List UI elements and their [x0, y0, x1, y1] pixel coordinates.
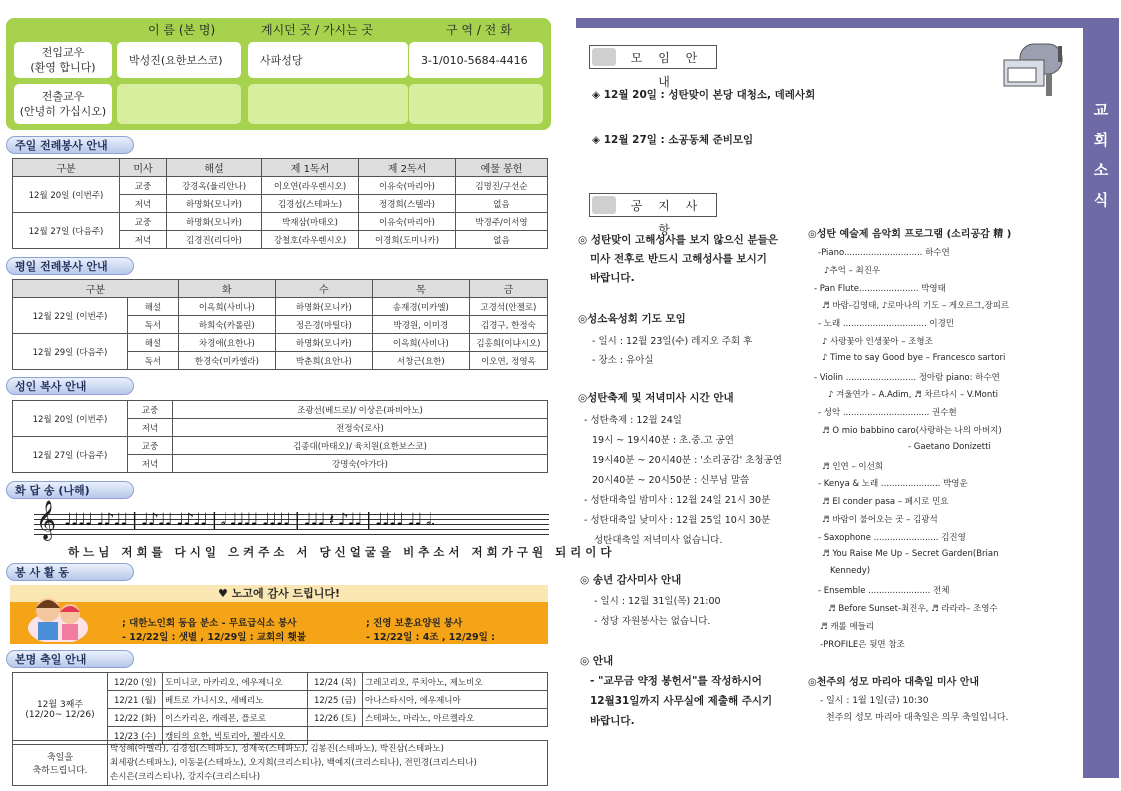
sunday-date: 12월 20일 (이번주): [13, 177, 120, 213]
newyear-title: ◎천주의 성모 마리아 대축일 미사 안내: [808, 677, 980, 688]
vertical-title: 교 회 소 식: [1093, 101, 1109, 209]
cell: 조광선(베드로)/ 이상은(파비아노): [173, 401, 548, 419]
concert-line: -PROFILE은 뒷면 참조: [820, 639, 905, 650]
cell: 이옥희(사비나): [372, 334, 469, 352]
concert-line: ♬ Before Sunset-최진우, ♬ 라라라– 조영수: [828, 604, 998, 614]
role: 해설: [128, 334, 179, 352]
concert-title: ◎성탄 예술제 음악회 프로그램 (소리공감 精 ): [808, 229, 1012, 240]
congrats-table: [12, 740, 548, 786]
meeting-item: ◈ 12월 20일 : 성탄맞이 본당 대청소, 데레사회: [592, 89, 816, 101]
concert-line: ♪추억 – 최진우: [824, 265, 881, 276]
thanksgiving-line: - 성당 자원봉사는 없습니다.: [594, 616, 711, 627]
cell: 없음: [456, 195, 548, 213]
feast-saints: 스테파노, 마라노, 아르켈라오: [363, 709, 548, 727]
concert-line: - Ensemble ....................... 전체: [818, 586, 950, 597]
concert-line: Kennedy): [830, 566, 871, 577]
adult-date: 12월 20일 (이번주): [13, 401, 128, 437]
feast-section-title: 본명 축일 안내: [6, 650, 134, 668]
th-division: 구분: [13, 159, 120, 177]
th-offering: 예물 봉헌: [456, 159, 548, 177]
christmas-title: ◎성탄축제 및 저녁미사 시간 안내: [578, 392, 734, 404]
cell: 차경애(요한나): [178, 334, 275, 352]
christmas-line: 19시 ~ 19시40분 : 초.중.고 공연: [592, 435, 734, 446]
cell: 하명화(모니카): [167, 213, 262, 231]
feast-saints: 이스카리온, 캐레몬, 플로로: [163, 709, 308, 727]
cell: 강명숙(아가다): [173, 455, 548, 473]
mass-type: 저녁: [120, 231, 167, 249]
thanksgiving-line: - 일시 : 12월 31일(목) 21:00: [594, 596, 721, 607]
volunteer-illustration-icon: [26, 588, 90, 642]
feast-saints: 도미니코, 마카리오, 에우제니오: [163, 673, 308, 691]
adult-section-title: 성인 복사 안내: [6, 377, 134, 395]
prayer-line: - 일시 : 12월 23일(수) 레지오 주회 후: [592, 336, 753, 347]
weekday-section-title: 평일 전례봉사 안내: [6, 257, 134, 275]
service-left-2: - 12/22일 : 샛별 , 12/29일 : 교회의 횃불: [122, 632, 307, 643]
cell: 강철호(라우렌시오): [262, 231, 359, 249]
service-thanks: ♥ 노고에 감사 드립니다!: [10, 585, 548, 602]
feast-date: 12/24 (목): [308, 673, 363, 691]
mass-type: 교중: [120, 213, 167, 231]
role: 해설: [128, 298, 179, 316]
sunday-date: 12월 27일 (다음주): [13, 213, 120, 249]
mass-type: 저녁: [120, 195, 167, 213]
feast-saints: 캥티의 요한, 빅토리아, 젤라시오: [163, 727, 308, 745]
cell: 이유숙(마리아): [359, 177, 456, 195]
christmas-line: 20시40분 ~ 20시50분 : 신부님 말씀: [592, 475, 750, 486]
notice-header: 공 지 사 항: [589, 193, 717, 217]
hymn-section-title: 화 답 송 (나해): [6, 481, 134, 499]
cell: 박경원, 이미경: [372, 316, 469, 334]
cell: 박춘희(요안나): [275, 352, 372, 370]
th-thu: 목: [372, 280, 469, 298]
concert-line: ♬ O mio babbino caro(사랑하는 나의 아버지): [822, 426, 1002, 436]
cell: 이오연(라우렌시오): [262, 177, 359, 195]
concert-line: ♬ 캐롤 메들리: [820, 621, 875, 632]
cell: 전정숙(로사): [173, 419, 548, 437]
christmas-line: - 성탄축제 : 12월 24일: [584, 415, 682, 426]
th-wed: 수: [275, 280, 372, 298]
newyear-line: 천주의 성모 마리아 대축일은 의무 축일입니다.: [826, 713, 1009, 723]
concert-line: ♬ El conder pasa – 페시로 민요: [822, 497, 949, 508]
concert-line: - Saxophone ........................ 김진영: [818, 532, 966, 543]
sunday-section-title: 주일 전례봉사 안내: [6, 136, 134, 154]
treble-clef-icon: 𝄞: [36, 500, 57, 540]
congrats-line: 박성혜(아멜라), 김경섭(스테파노), 정재욱(스테파노), 김봉진(스테파노), 박진삼(스테파노): [110, 744, 444, 754]
congrats-line: 손시은(크리스티나), 강지수(크리스티나): [110, 772, 261, 782]
out-member-place: [248, 84, 408, 124]
mass-type: 저녁: [128, 419, 173, 437]
concert-line: ♬ 인연 – 이선희: [822, 461, 884, 472]
concert-line: -Piano............................. 하수연: [818, 248, 950, 258]
adult-date: 12월 27일 (다음주): [13, 437, 128, 473]
hand-icon: [592, 196, 616, 214]
cell: 이옥희(사비나): [178, 298, 275, 316]
congrats-line: 최세광(스테파노), 이동윤(스테파노), 오지희(크리스티나), 백예지(크리스티나), 전민경(크리스티나): [110, 758, 477, 768]
th-division: 구분: [13, 280, 179, 298]
cell: 박경주/이서영: [456, 213, 548, 231]
cell: 강경옥(율리안나): [167, 177, 262, 195]
feast-date: 12/26 (토): [308, 709, 363, 727]
service-right-2: - 12/22일 : 4조 , 12/29일 :: [366, 632, 495, 643]
cell: 하명화(모니카): [275, 334, 372, 352]
th-reading1: 제 1독서: [262, 159, 359, 177]
in-member-name: 박성진(요한보스코): [117, 42, 241, 78]
concert-line: - Kenya & 노래 ...................... 박영운: [818, 479, 968, 490]
out-member-label: 전출교우 (안녕히 가십시오): [14, 84, 112, 124]
role: 독서: [128, 316, 179, 334]
out-member-contact: [409, 84, 543, 124]
cell: 김홍희(이냐시오): [469, 334, 547, 352]
weekday-date: 12월 22일 (이번주): [13, 298, 128, 334]
service-left-1: ; 대한노인회 동읍 분소 - 무료급식소 봉사: [122, 618, 297, 629]
christmas-line: - 성탄대축일 밤미사 : 12월 24일 21시 30분: [584, 495, 771, 506]
top-band: [576, 18, 1083, 28]
cell: 김명진/구선순: [456, 177, 548, 195]
congrats-label: 축일을 축하드립니다.: [13, 741, 108, 786]
christmas-line: - 성탄대축일 낮미사 : 12월 25일 10시 30분: [584, 515, 771, 526]
mass-type: 교중: [128, 401, 173, 419]
feast-date: 12/25 (금): [308, 691, 363, 709]
service-section-title: 봉 사 활 동: [6, 563, 134, 581]
cell: 한경숙(미카엘라): [178, 352, 275, 370]
guide-line: 12월31일까지 사무실에 제출해 주시기: [590, 695, 773, 707]
feast-saints: 그레고리오, 루치아노, 제노비오: [363, 673, 548, 691]
meeting-header: 모 임 안 내: [589, 45, 717, 69]
concert-line: - Violin .......................... 정아람 piano: 하수연: [814, 372, 1000, 383]
th-reading2: 제 2독서: [359, 159, 456, 177]
guide-title: ◎ 안내: [580, 655, 614, 667]
music-notes: ♩♩♩♩ ♩♪♩♩ | ♩♪♩♩ ♩♪♩♩ | 𝅗𝅥 ♩♩♩♩ ♩♩♩♩ | ♩♩♩ 𝄽 ♪♩♩ | ♩♩♩♩ ♩♩ 𝅗𝅥.: [64, 510, 435, 530]
christmas-line: 19시40분 ~ 20시40분 : '소리공감' 초청공연: [592, 455, 782, 466]
adult-table: [12, 400, 548, 473]
cell: 고경석(안젤로): [469, 298, 547, 316]
in-member-label: 전입교우 (환영 합니다): [14, 42, 112, 78]
concert-line: ♬ 바람-김영태, ♪로마나의 기도 – 게오르그,장피르: [822, 301, 1010, 312]
feast-date: 12/22 (화): [108, 709, 163, 727]
th-commentary: 해설: [167, 159, 262, 177]
th-fri: 금: [469, 280, 547, 298]
member-header-place: 계시던 곳 / 가시는 곳: [261, 23, 374, 37]
mass-type: 교중: [128, 437, 173, 455]
concert-line: - 노래 ............................... 이경민: [818, 319, 954, 330]
cell: 김종대(마태오)/ 육치원(요한보스코): [173, 437, 548, 455]
hand-icon: [592, 48, 616, 66]
service-box: [10, 585, 548, 644]
confession-line: 미사 전후로 반드시 고해성사를 보시기: [590, 253, 767, 265]
concert-line: ♪ 사랑꽃아 인생꽃아 – 조형조: [822, 337, 933, 347]
sunday-table: [12, 158, 548, 249]
weekday-table: [12, 279, 548, 370]
mass-type: 교중: [120, 177, 167, 195]
cell: 하희숙(카롤린): [178, 316, 275, 334]
mailbox-icon: [998, 38, 1078, 100]
in-member-place: 사파성당: [248, 42, 408, 78]
member-header-name: 이 름 (본 명): [148, 23, 216, 37]
role: 독서: [128, 352, 179, 370]
out-member-name: [117, 84, 241, 124]
cell: 하명화(모니카): [275, 298, 372, 316]
thanksgiving-title: ◎ 송년 감사미사 안내: [580, 574, 682, 586]
th-tue: 화: [178, 280, 275, 298]
mass-type: 저녁: [128, 455, 173, 473]
feast-saints: 아나스타시아, 에우제니아: [363, 691, 548, 709]
concert-line: ♬ You Raise Me Up – Secret Garden(Brian: [822, 548, 999, 559]
th-mass: 미사: [120, 159, 167, 177]
prayer-title: ◎성소육성회 기도 모임: [578, 313, 686, 325]
concert-line: ♪ Time to say Good bye – Francesco sartori: [822, 352, 1006, 363]
cell: 없음: [456, 231, 548, 249]
confession-line: 바랍니다.: [590, 272, 635, 284]
newyear-line: - 일시 : 1월 1일(금) 10:30: [820, 696, 929, 706]
concert-line: ♬ 바람이 불어오는 곳 – 김광석: [822, 515, 938, 525]
cell: 정은경(마틸다): [275, 316, 372, 334]
hymn-lyrics: 하느님 저희를 다시일 으켜주소 서 당신얼굴을 비추소서 저희가구원 되리이다: [68, 545, 616, 559]
member-header-contact: 구 역 / 전 화: [446, 23, 512, 37]
cell: 박재삼(마태오): [262, 213, 359, 231]
in-member-contact: 3-1/010-5684-4416: [409, 42, 543, 78]
guide-line: 바랍니다.: [590, 715, 635, 727]
cell: 하명화(모니카): [167, 195, 262, 213]
member-box: [6, 18, 551, 130]
cell: 송재경(미카엘): [372, 298, 469, 316]
feast-week-label: 12월 3째주 (12/20~ 12/26): [13, 673, 108, 745]
concert-line: - Gaetano Donizetti: [908, 441, 991, 452]
concert-line: - 성악 ................................ 권수현: [818, 408, 957, 419]
cell: 이경희(도미니카): [359, 231, 456, 249]
cell: 김경구, 한정숙: [469, 316, 547, 334]
confession-line: ◎ 성탄맞이 고해성사를 보지 않으신 분들은: [578, 234, 778, 246]
cell: 정경희(스텔라): [359, 195, 456, 213]
cell: 이오연, 정영옥: [469, 352, 547, 370]
weekday-date: 12월 29일 (다음주): [13, 334, 128, 370]
feast-date: 12/21 (월): [108, 691, 163, 709]
meeting-item: ◈ 12월 27일 : 소공동체 준비모임: [592, 134, 754, 146]
feast-date: 12/20 (일): [108, 673, 163, 691]
concert-line: - Pan Flute...................... 박영태: [814, 283, 946, 294]
feast-saints: 베트로 가니시오, 세베리노: [163, 691, 308, 709]
concert-line: ♪ 겨울연가 – A.Adim, ♬ 차르다시 – V.Monti: [828, 390, 998, 401]
feast-date: 12/23 (수): [108, 727, 163, 745]
christmas-line: 성탄대축일 저녁미사 없습니다.: [594, 535, 723, 546]
feast-table: [12, 672, 548, 745]
prayer-line: - 장소 : 유아실: [592, 355, 654, 366]
cell: 서창근(요한): [372, 352, 469, 370]
service-right-1: ; 진영 보훈요양원 봉사: [366, 618, 463, 629]
cell: 김경진(리디아): [167, 231, 262, 249]
guide-line: - "교무금 약정 봉헌서"를 작성하시어: [590, 675, 762, 687]
cell: 김경섭(스테파노): [262, 195, 359, 213]
cell: 이유숙(마리아): [359, 213, 456, 231]
